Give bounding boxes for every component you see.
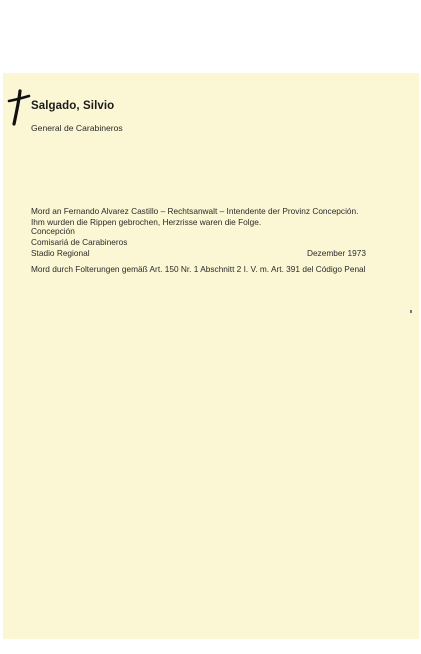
cross-icon (5, 88, 31, 126)
crime-description: Mord an Fernando Alvarez Castillo – Rechtsanwalt – Intendente der Provinz Concepción. Ihm wurden die Rippen gebrochen, Herzrisse waren die Folge. (31, 206, 359, 227)
crime-date: Dezember 1973 (306, 248, 366, 258)
crime-place: Concepción (31, 226, 75, 236)
crime-location: Comisariá de Carabineros (31, 237, 128, 247)
site-date-row (31, 248, 366, 259)
record-card (3, 73, 419, 639)
person-name: Salgado, Silvio (31, 100, 115, 112)
legal-basis: Mord durch Folterungen gemäß Art. 150 Nr. 1 Abschnitt 2 I. V. m. Art. 391 del Código Penal (31, 264, 366, 274)
person-rank: General de Carabineros (31, 123, 123, 133)
scan-speck (410, 310, 412, 313)
crime-site: Stadio Regional (31, 248, 90, 258)
